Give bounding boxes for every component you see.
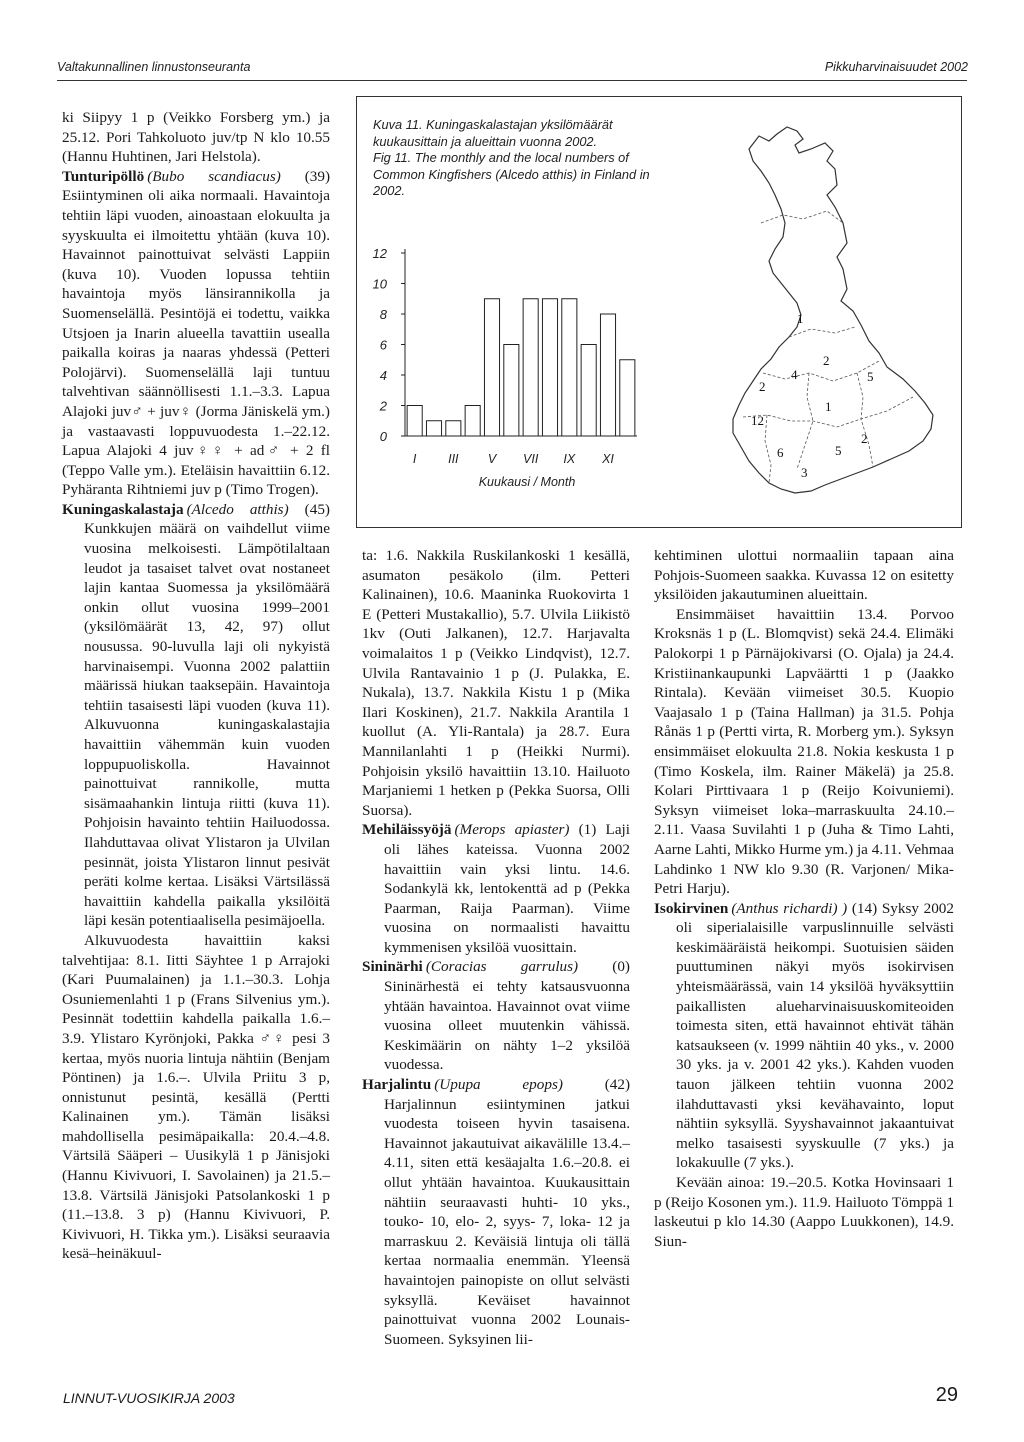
region-label: 1 — [825, 399, 832, 414]
caption-en-label: Fig 11. — [373, 150, 412, 165]
species-text: Kunkkujen määrä on vaihdellut viime vuosina melkoisesti. Lämpötilaltaan leudot ja tasaiset talvet ovat nostaneet lajin kantaa Suomessa ja yksilömäärä onkin ollut vuosina 1999–2001 (yksilömäärät 13, 42, 97) ollut nousussa. 90-luvulla laji oli nykyistä harvinaisempi. Vuonna 2002 palattiin määrissä hiukan taaksepäin. Havaintoja tehtiin tasaisesti läpi vuoden (kuva 11). Alkuvuonna kuningaskalastajia havaittiin vähemmän kuin vuoden loppupuoliskolla. Havainnot painottuivat rannikolle, mutta sisämaahankin lintuja riitti (kuva 11). Pohjoisin havainto tehtiin Hailuodossa. Ilahduttavaa olivat Ylistaron ja Ulvilan pesinnät, joista Ylistaron linnut pesivät peräti kolme kertaa. Lisäksi Värtsilässä havaittiin kahdella paikalla yksilöitä läpi kesän potentiaalisella pesimäjoella. — [84, 520, 330, 930]
species-entry-kuningaskalastaja — [62, 500, 330, 931]
species-entry-isokirvinen — [654, 899, 954, 1173]
species-count: (0) — [578, 958, 630, 976]
region-label: 2 — [861, 431, 868, 446]
species-text: Laji oli lähes kateissa. Vuonna 2002 havaittiin vain yksi lintu. 14.6. Sodankylä kk, lentokenttä ad p (Pekka Paarman, Raija Paarman). Viime vuosina on normaalisti havaittu kymmenisen yksilöä vuosittain. — [384, 821, 630, 956]
header-rule — [57, 80, 967, 81]
species-entry-harjalintu — [362, 1075, 630, 1349]
caption-fi-label: Kuva 11. — [373, 117, 423, 132]
species-count: (45) — [288, 500, 330, 518]
latin-name: (Anthus richardi) ) — [731, 899, 848, 917]
region-label: 12 — [751, 413, 764, 428]
text-column-3 — [654, 546, 954, 1251]
y-tick-label: 12 — [372, 246, 387, 261]
region-label: 1 — [797, 311, 804, 326]
latin-name: (Coracias garrulus) — [425, 958, 579, 976]
region-borders — [743, 211, 913, 483]
species-name: Tunturipöllö — [62, 167, 145, 185]
y-tick-label: 4 — [379, 368, 387, 383]
region-label: 6 — [777, 445, 784, 460]
y-tick-label: 10 — [372, 276, 387, 292]
x-tick-label: XI — [602, 452, 614, 466]
y-tick-label: 2 — [379, 398, 387, 414]
latin-name: (Merops apiaster) — [454, 821, 570, 839]
page-number: 29 — [935, 1384, 958, 1406]
species-name: Isokirvinen — [654, 899, 729, 917]
region-label: 5 — [835, 443, 842, 458]
species-entry-tunturipollo — [62, 167, 330, 500]
region-label: 4 — [791, 367, 798, 382]
region-label: 5 — [867, 369, 874, 384]
region-label: 2 — [823, 353, 830, 368]
paragraph: Ensimmäiset havaittiin 13.4. Porvoo Kroksnäs 1 p (L. Blomqvist) sekä 24.4. Elimäki Palokorpi 1 p Pärnäjokivarsi (O. Ojala) ja 24.4. Kristiinankaupunki Lapväärtti 1 p (Jaakko Rintala). Kevään viimeiset 30.5. Kuopio Vaajasalo 1 p (Taina Hallman) ja 31.5. Pohja Rånäs 1 p (Pertti virta, R. Morberg ym.). Syksyn ensimmäiset elokuulta 21.8. Nokia keskusta 1 p (Timo Koskela, ilm. Rainer Mäkelä) ja 25.8. Kolari Pirttivaara 1 p (Reijo Koivuniemi). Syksyn viimeiset loka–marraskuulta 24.10.–2.11. Vaasa Suvilahti 1 p (Juha & Timo Lahti, Aarne Lahti, Mikko Hurme ym.) ja 4.11. Vehmaa Lahdinko 1 NW klo 9.30 (R. Varjonen/ Mika-Petri Harju). — [654, 605, 954, 898]
species-text: Sininärhestä ei tehty katsausvuonna yhtään havaintoa. Havainnot ovat viime vuosina olleet muutenkin vähissä. Keskimäärin on nähty 1–2 yksilöä vuodessa. — [384, 978, 630, 1074]
species-name: Kuningaskalastaja — [62, 500, 184, 518]
x-tick-label: VII — [523, 452, 539, 466]
x-tick-label: V — [487, 452, 497, 466]
paragraph: kehtiminen ulottui normaaliin tapaan aina Pohjois-Suomeen saakka. Kuvassa 12 on esitetty yksilöiden jakautuminen alueittain. — [654, 547, 954, 604]
x-tick-label: I — [412, 452, 417, 466]
latin-name: (Alcedo atthis) — [186, 500, 289, 518]
region-label: 2 — [759, 379, 766, 394]
x-tick-label: IX — [563, 452, 576, 466]
running-header-left: Valtakunnallinen linnustonseuranta — [57, 60, 251, 74]
paragraph: Kevään ainoa: 19.–20.5. Kotka Hovinsaari 1 p (Reijo Kosonen ym.). 11.9. Hailuoto Tömppä 1 laskeutui p klo 14.30 (Aappo Luukkonen), 14.9. Siun- — [654, 1174, 954, 1250]
finland-outline — [733, 127, 933, 493]
species-text: Harjalinnun esiintyminen jatkui vuodesta toiseen hyvin tasaisena. Havainnot jakautuivat aikavälille 13.4.–4.11, siten että kesäajalta 1.6.–20.8. ei ollut yhtään havaintoa. Kuukausittain nähtiin seuraavasti huhti- 10 yks., touko- 10, elo- 2, syys- 7, loka- 12 ja marraskuu 2. Keväisiä lintuja oli tällä kertaa normaalia enemmän. Yleensä havaintojen painopiste on ollut selvästi syksyllä. Keväiset havainnot painottuivat vuonna 2002 Lounais-Suomeen. Syksyinen lii- — [384, 1095, 630, 1348]
species-text: Esiintyminen oli aika normaali. Havaintoja tehtiin läpi vuoden, ainoastaan elokuulta ja syyskuulta ei ilmoitettu yhtään (kuva 10). Havainnot painottuivat selvästi Lappiin (kuva 10). Vuoden lopussa tehtiin havaintoja myös länsirannikolla ja Suomenselällä. Pesintöjä ei todettu, vaikka Utsjoen ja Inarin alueella tavattiin usealla paikalla koiras ja naaras yhdessä (Petteri Polojärvi). Suomenselällä laji tuntuu talvehtivan säännöllisesti 1.1.–3.3. Lapua Alajoki juv♂ + juv♀ (Jorma Jäniskelä ym.) ja vastaavasti loppuvuodesta 1.–22.12. Lapua Alajoki 4 juv♀♀ + ad♂ + 2 fl (Teppo Valle ym.). Eteläisin havaittiin 6.12. Pyhäranta Rihtniemi juv p (Timo Trogen). — [62, 187, 330, 499]
x-axis-label: Kuukausi / Month — [478, 475, 576, 489]
species-name: Mehiläissyöjä — [362, 821, 452, 839]
species-name: Harjalintu — [362, 1076, 432, 1094]
species-name: Sininärhi — [362, 958, 423, 976]
text-column-2 — [362, 546, 630, 1349]
species-entry-sininarhi — [362, 957, 630, 1075]
region-label: 3 — [801, 465, 808, 480]
species-text: Syksy 2002 oli siperialaisille varpuslinnuille selvästi keskimääräistä heikompi. Suotuisien säiden puuttuminen näkyi myös isokirvisen yhteismäärässä, vain 14 yksilöä hyväksyttiin paikallisten alueharvinaisuuskomiteoiden toimesta siten, että havainnot ehtivät tähän katsaukseen (v. 1999 nähtiin 40 yks., v. 2000 30 yks. ja v. 2001 42 yks.). Kahden vuoden tauon jälkeen tehtiin vuonna 2002 ilahduttavasti yksi kevähavainto, loput nähtiin syksyllä. Syyshavainnot jakaantuivat melko tasaisesti syyskuulle (7 yks.) ja lokakuulle (7 yks.). — [676, 899, 954, 1172]
y-tick-label: 8 — [379, 307, 387, 322]
latin-name: (Upupa epops) — [434, 1076, 563, 1094]
caption-fi-text: Kuningaskalastajan yksilömäärät kuukausittain ja alueittain vuonna 2002. — [373, 117, 613, 149]
region-labels — [751, 311, 874, 480]
species-count: (39) — [280, 167, 330, 185]
paragraph: ki Siipyy 1 p (Veikko Forsberg ym.) ja 25.12. Pori Tahkoluoto juv/tp N klo 10.55 (Hannu Huhtinen, Jari Helstola). — [62, 109, 330, 166]
running-header-right: Pikkuharvinaisuudet 2002 — [824, 60, 968, 74]
finland-region-map — [357, 97, 961, 527]
species-count: (42) — [562, 1076, 630, 1094]
figure-11 — [356, 96, 962, 528]
species-entry-mehilaissyoja — [362, 820, 630, 957]
caption-en-text: The monthly and the local numbers of Common Kingfishers (Alcedo atthis) in Finland in 2002. — [373, 150, 650, 198]
x-tick-label: III — [448, 452, 459, 466]
latin-name: (Bubo scandiacus) — [147, 167, 281, 185]
y-tick-label: 6 — [379, 337, 387, 353]
species-count: (14) — [847, 899, 878, 917]
running-footer: LINNUT-VUOSIKIRJA 2003 — [63, 1390, 235, 1406]
y-tick-label: 0 — [379, 429, 387, 444]
paragraph: Alkuvuodesta havaittiin kaksi talvehtijaa: 8.1. Iitti Säyhtee 1 p Arrajoki (Kari Puumalainen) ja 1.1.–30.3. Lohja Osuniemenlahti 1 p (Frans Silvenius ym.). Pesinnät todettiin kahdella paikalla 1.6.–3.9. Ylistaro Kyrönjoki, Pakka ♂♀ pesi 3 kertaa, myös nuoria lintuja nähtiin (Benjam Pöntinen) ja 1.6.–. Ulvila Priitu 3 p, onnistunut pesintä, kesällä (Pertti Kalinainen ym.). Tämän lisäksi mahdollisella pesimäpaikalla: 20.4.–4.8. Värtsilä Sääperi – Uusikylä 1 p Jänisjoki (Hannu Kivivuori, I. Savolainen) ja 21.5.–13.8. Värtsilä Jänisjoki Patsolankoski 1 p (11.–13.8. 3 p) (Hannu Kivivuori, P. Kivivuori, H. Tikka ym.). Lisäksi seuraavia kesä–heinäkuul- — [62, 931, 330, 1263]
species-count: (1) — [569, 821, 597, 839]
text-column-1 — [62, 108, 330, 1264]
paragraph: ta: 1.6. Nakkila Ruskilankoski 1 kesällä, asumaton pesäkolo (ilm. Petteri Kalinainen), 10.6. Maaninka Ruokovirta 1 E (Petteri Mustakallio), 5.7. Ulvila Liikistö 1kv (Outi Jalkanen), 12.7. Harjavalta voimalaitos 1 p (Veikko Lindqvist), 12.7. Ulvila Rantavainio 1 p (J. Pulakka, E. Nukala), 13.7. Nakkila Kistu 1 p (Mika Ilari Koskinen), 21.7. Nakkila Arantila 1 kuollut (A. Yli-Rantala) ja 28.7. Eura Mannilanlahti 1 p (Heikki Nurmi). Pohjoisin yksilö havaittiin 13.10. Hailuoto Marjaniemi 1 hetken p (Pekka Suorsa, Olli Suorsa). — [362, 547, 630, 819]
